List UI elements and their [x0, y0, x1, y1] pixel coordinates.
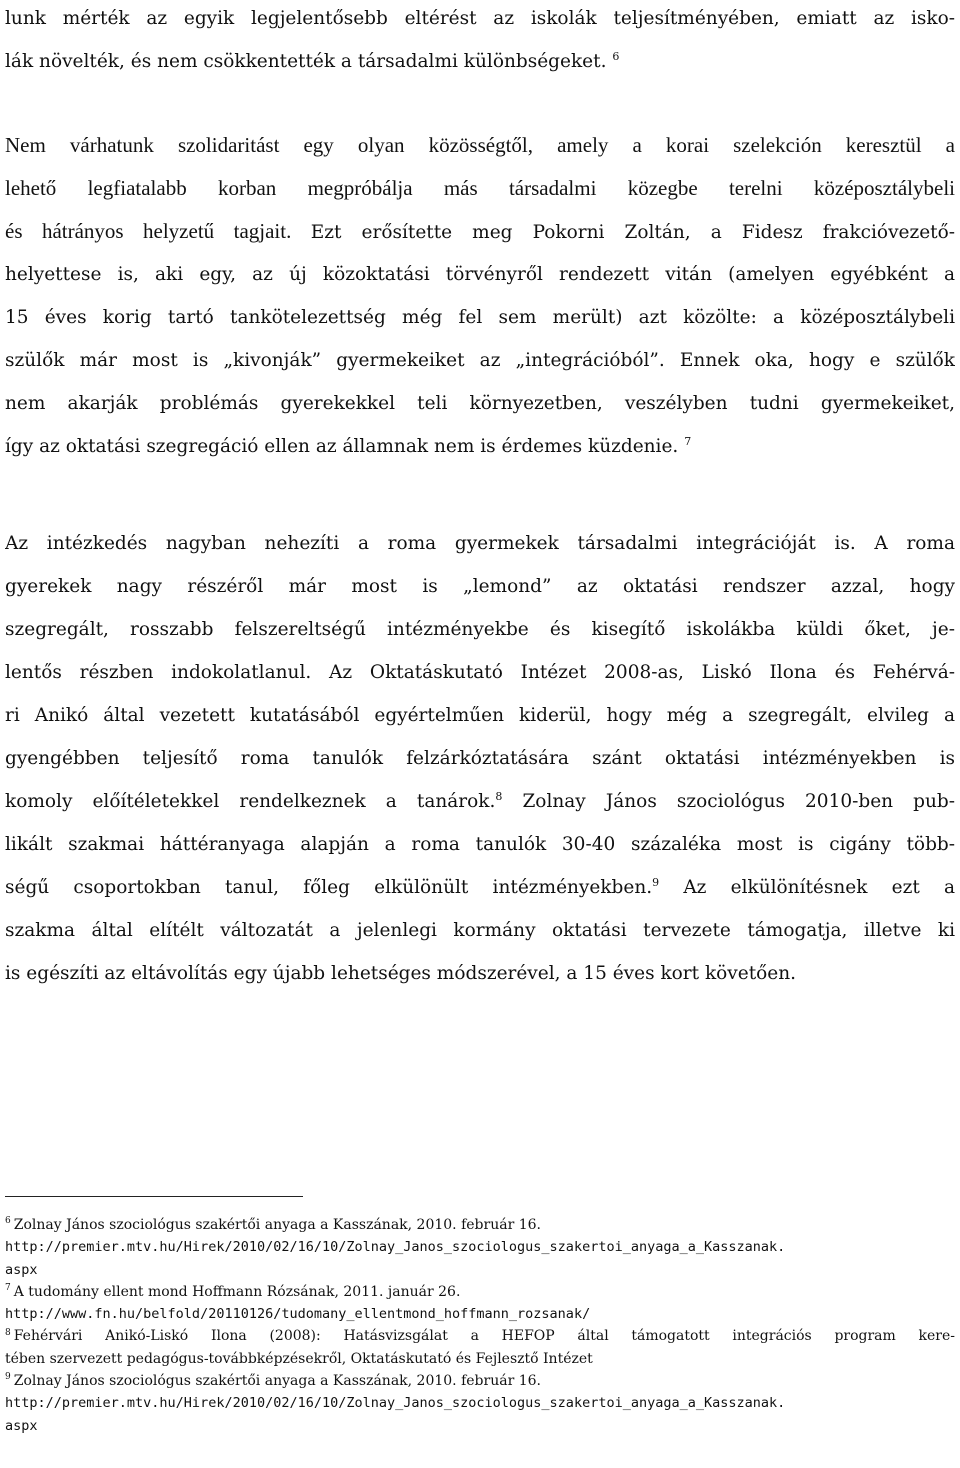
footnotes — [5, 1214, 955, 1437]
footnote-9-url[interactable] — [5, 1392, 955, 1414]
footnote-ref-8: 8 — [495, 789, 503, 803]
text-span: így az oktatási szegregáció ellen az államnak nem is érdemes küzdenie. — [5, 436, 679, 457]
footnote-separator — [5, 1196, 303, 1197]
text-span: lentős részben indokolatlanul. Az Oktatáskutató Intézet 2008-as, Liskó Ilona és Fehérvá- — [5, 662, 955, 683]
text-line — [5, 296, 955, 339]
footnote-text: A tudomány ellent mond Hoffmann Rózsának, 2011. január 26. — [13, 1283, 461, 1300]
text-line — [5, 425, 955, 468]
footnote-8 — [5, 1325, 955, 1347]
text-span: helyettese is, aki egy, az új közoktatási törvényről rendezett vitán (amelyen egyébként a — [5, 264, 955, 285]
footnote-number: 8 — [5, 1327, 11, 1338]
text-line — [5, 382, 955, 425]
text-line — [5, 565, 955, 608]
text-span: is egészíti az eltávolítás egy újabb lehetséges módszerével, a 15 éves kort követően. — [5, 963, 797, 984]
text-line — [5, 651, 955, 694]
text-line — [5, 522, 955, 565]
footnote-7 — [5, 1281, 955, 1303]
text-line — [5, 210, 955, 253]
text-line — [5, 167, 955, 210]
text-line — [5, 780, 955, 823]
footnote-6 — [5, 1214, 955, 1236]
text-line — [5, 339, 955, 382]
text-span: szegregált, rosszabb felszereltségű intézményekbe és kisegítő iskolákba küldi őket, je- — [5, 619, 955, 640]
footnote-8-cont — [5, 1348, 955, 1370]
text-line — [5, 952, 955, 995]
text-span: Ezt erősítette meg Pokorni Zoltán, a Fidesz frakcióvezető- — [310, 222, 955, 243]
text-span: likált szakmai háttéranyaga alapján a roma tanulók 30-40 százaléka most is cigány több- — [5, 834, 955, 855]
text-line — [5, 0, 955, 40]
footnote-9-url-cont[interactable] — [5, 1415, 955, 1437]
text-line — [5, 253, 955, 296]
text-line — [5, 124, 955, 167]
footnote-9 — [5, 1370, 955, 1392]
footnote-link[interactable]: http://premier.mtv.hu/Hirek/2010/02/16/10/Zolnay_Janos_szociologus_szakertoi_anyaga_a_Kasszanak. — [5, 1395, 786, 1412]
text-span: gyerekek nagy részéről már most is „lemond” az oktatási rendszer azzal, hogy — [5, 576, 955, 597]
text-span: ségű csoportokban tanul, főleg elkülönült intézményekben. — [5, 877, 653, 898]
footnote-number: 7 — [5, 1283, 11, 1294]
text-span: szakma által elítélt változatát a jelenlegi kormány oktatási tervezete támogatja, illetve ki — [5, 920, 955, 941]
footnote-number: 9 — [5, 1372, 11, 1383]
text-line — [5, 909, 955, 952]
footnote-link[interactable]: http://www.fn.hu/belfold/20110126/tudomany_ellentmond_hoffmann_rozsanak/ — [5, 1306, 591, 1323]
text-span: lunk mérték az egyik legjelentősebb eltérést az iskolák teljesítményében, emiatt az isko- — [5, 8, 955, 29]
footnote-text: tében szervezett pedagógus-továbbképzésekről, Oktatáskutató és Fejlesztő Intézet — [5, 1350, 593, 1367]
text-span: lák növelték, és nem csökkentették a társadalmi különbségeket. — [5, 51, 607, 72]
text-span: 15 éves korig tartó tankötelezettség még fel sem merült) azt közölte: a középosztálybeli — [5, 307, 955, 328]
footnote-text: Zolnay János szociológus szakértői anyaga a Kasszának, 2010. február 16. — [13, 1217, 541, 1233]
text-span: Az intézkedés nagyban nehezíti a roma gyermekek társadalmi integrációját is. A roma — [5, 533, 955, 554]
text-span: Az elkülönítésnek ezt a — [659, 877, 955, 898]
text-line — [5, 40, 955, 83]
text-line — [5, 737, 955, 780]
footnote-ref-7: 7 — [684, 434, 692, 448]
text-span: komoly előítéletekkel rendelkeznek a tanárok. — [5, 791, 496, 812]
paragraph-roma — [5, 522, 955, 995]
footnote-ref-9: 9 — [652, 875, 660, 889]
text-span: szülők már most is „kivonják” gyermekeiket az „integrációból”. Ennek oka, hogy e szülők — [5, 350, 955, 371]
text-line — [5, 694, 955, 737]
footnote-ref-6: 6 — [612, 49, 620, 63]
text-span: ri Anikó által vezetett kutatásából egyértelműen kiderül, hogy még a szegregált, elvileg a — [5, 705, 955, 726]
footnote-6-url-cont[interactable] — [5, 1259, 955, 1281]
text-line — [5, 823, 955, 866]
text-span: lehető legfiatalabb korban megpróbálja más társadalmi közegbe terelni középosztálybeli — [5, 176, 955, 200]
footnote-text: Zolnay János szociológus szakértői anyaga a Kasszának, 2010. február 16. — [13, 1373, 541, 1390]
footnote-6-url[interactable] — [5, 1236, 955, 1258]
footnote-text: Fehérvári Anikó-Liskó Ilona (2008): Hatásvizsgálat a HEFOP által támogatott integrációs program kere- — [13, 1328, 955, 1345]
footnote-link[interactable]: aspx — [5, 1261, 38, 1278]
text-line — [5, 866, 955, 909]
footnote-7-url[interactable] — [5, 1303, 955, 1325]
footnote-link[interactable]: aspx — [5, 1417, 38, 1434]
text-span: Nem várhatunk szolidaritást egy olyan közösségtől, amely a korai szelekción keresztül a — [5, 133, 955, 157]
footnote-number: 6 — [5, 1216, 11, 1227]
paragraph-solidarity — [5, 124, 955, 468]
paragraph-intro — [5, 0, 955, 83]
text-span: nem akarják problémás gyerekekkel teli környezetben, veszélyben tudni gyermekeiket, — [5, 393, 955, 414]
text-span: gyengébben teljesítő roma tanulók felzárkóztatására szánt oktatási intézményekben is — [5, 748, 955, 769]
text-span: és hátrányos helyzetű tagjait. — [5, 219, 311, 243]
text-line — [5, 608, 955, 651]
footnote-link[interactable]: http://premier.mtv.hu/Hirek/2010/02/16/10/Zolnay_Janos_szociologus_szakertoi_anyaga_a_Kasszanak. — [5, 1239, 786, 1256]
text-span: Zolnay János szociológus 2010-ben pub- — [502, 791, 955, 812]
